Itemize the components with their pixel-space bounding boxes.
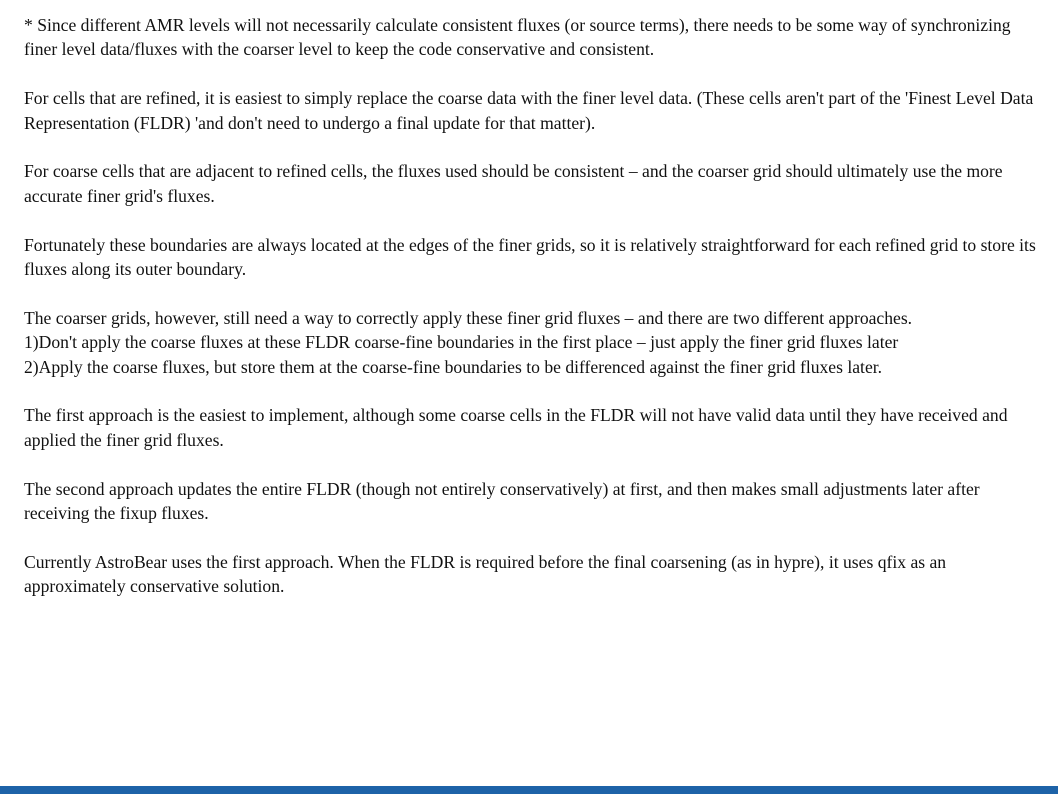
bottom-accent-bar <box>0 786 1058 794</box>
slide-body <box>24 13 1046 599</box>
approaches-intro-paragraph: The coarser grids, however, still need a way to correctly apply these finer grid fluxes – and there are two different approaches. <box>24 307 913 328</box>
refined-cells-paragraph: For cells that are refined, it is easiest to simply replace the coarse data with the finer level data. (These cells aren't part of the 'Finest Level Data Representation (FLDR) 'and don't need to undergo a final update for that matter). <box>24 88 1034 133</box>
intro-paragraph: * Since different AMR levels will not necessarily calculate consistent fluxes (or source terms), there needs to be some way of synchronizing finer level data/fluxes with the coarser level to keep the code conservative and consistent. <box>24 15 1011 60</box>
second-approach-paragraph: The second approach updates the entire FLDR (though not entirely conservatively) at first, and then makes small adjustments later after receiving the fixup fluxes. <box>24 478 980 524</box>
approach-2-item: 2)Apply the coarse fluxes, but store them at the coarse-fine boundaries to be differenced against the finer grid fluxes later. <box>24 356 883 377</box>
first-approach-paragraph: The first approach is the easiest to implement, although some coarse cells in the FLDR will not have valid data until they have received and applied the finer grid fluxes. <box>24 405 1008 450</box>
astrobear-paragraph: Currently AstroBear uses the first approach. When the FLDR is required before the final coarsening (as in hypre), it uses qfix as an approximately conservative solution. <box>24 551 947 597</box>
coarse-cells-paragraph: For coarse cells that are adjacent to refined cells, the fluxes used should be consistent – and the coarser grid should ultimately use the more accurate finer grid's fluxes. <box>24 161 1003 206</box>
boundaries-paragraph: Fortunately these boundaries are always located at the edges of the finer grids, so it is relatively straightforward for each refined grid to store its fluxes along its outer boundary. <box>24 234 1036 280</box>
approach-1-item: 1)Don't apply the coarse fluxes at these FLDR coarse-fine boundaries in the first place – just apply the finer grid fluxes later <box>24 332 899 353</box>
